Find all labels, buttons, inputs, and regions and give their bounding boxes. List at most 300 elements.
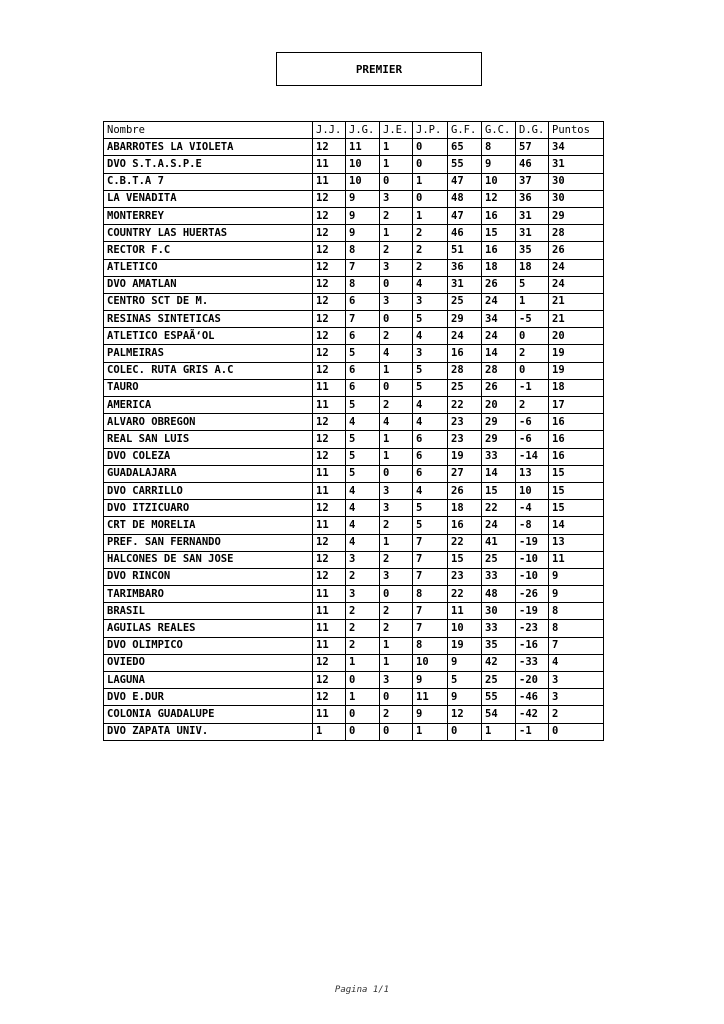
stat-cell: 7 <box>413 620 448 637</box>
stat-cell: 12 <box>313 242 346 259</box>
stat-cell: 12 <box>313 328 346 345</box>
stat-cell: 22 <box>448 586 482 603</box>
stat-cell: 9 <box>346 225 380 242</box>
stat-cell: 1 <box>413 173 448 190</box>
team-name-cell: DVO RINCON <box>104 568 313 585</box>
stat-cell: 9 <box>448 654 482 671</box>
stat-cell: 11 <box>313 637 346 654</box>
stat-cell: 10 <box>448 620 482 637</box>
stat-cell: 5 <box>413 311 448 328</box>
stat-cell: 29 <box>549 207 604 224</box>
table-row <box>104 654 604 671</box>
stat-cell: 4 <box>413 482 448 499</box>
stat-cell: 36 <box>516 190 549 207</box>
stat-cell: 8 <box>549 603 604 620</box>
stat-cell: 18 <box>482 259 516 276</box>
stat-cell: 1 <box>413 723 448 740</box>
column-header: Nombre <box>104 122 313 139</box>
team-name-cell: HALCONES DE SAN JOSE <box>104 551 313 568</box>
stat-cell: 31 <box>549 156 604 173</box>
stat-cell: 46 <box>448 225 482 242</box>
stat-cell: 8 <box>346 242 380 259</box>
stat-cell: 3 <box>380 259 413 276</box>
stat-cell: 6 <box>413 448 448 465</box>
table-row <box>104 431 604 448</box>
stat-cell: 2 <box>516 345 549 362</box>
stat-cell: 15 <box>482 225 516 242</box>
stat-cell: 3 <box>413 293 448 310</box>
team-name-cell: AGUILAS REALES <box>104 620 313 637</box>
table-row <box>104 482 604 499</box>
table-row <box>104 414 604 431</box>
team-name-cell: DVO ZAPATA UNIV. <box>104 723 313 740</box>
stat-cell: 4 <box>346 534 380 551</box>
stat-cell: 19 <box>448 637 482 654</box>
stat-cell: 6 <box>346 293 380 310</box>
team-name-cell: TARIMBARO <box>104 586 313 603</box>
stat-cell: 26 <box>482 379 516 396</box>
stat-cell: 20 <box>482 397 516 414</box>
stat-cell: 3 <box>380 672 413 689</box>
stat-cell: 29 <box>482 414 516 431</box>
team-name-cell: DVO OLIMPICO <box>104 637 313 654</box>
table-row <box>104 345 604 362</box>
stat-cell: 30 <box>549 173 604 190</box>
stat-cell: 8 <box>413 586 448 603</box>
stat-cell: 2 <box>549 706 604 723</box>
team-name-cell: OVIEDO <box>104 654 313 671</box>
stat-cell: 48 <box>448 190 482 207</box>
stat-cell: 12 <box>313 672 346 689</box>
table-body <box>104 139 604 741</box>
stat-cell: 8 <box>549 620 604 637</box>
stat-cell: 0 <box>413 139 448 156</box>
stat-cell: 4 <box>346 500 380 517</box>
stat-cell: -19 <box>516 534 549 551</box>
stat-cell: 54 <box>482 706 516 723</box>
stat-cell: 12 <box>313 689 346 706</box>
column-header: G.C. <box>482 122 516 139</box>
stat-cell: 2 <box>380 603 413 620</box>
table-row <box>104 534 604 551</box>
stat-cell: 15 <box>549 482 604 499</box>
stat-cell: 13 <box>516 465 549 482</box>
team-name-cell: RECTOR F.C <box>104 242 313 259</box>
stat-cell: 12 <box>313 139 346 156</box>
stat-cell: 23 <box>448 431 482 448</box>
stat-cell: 21 <box>549 293 604 310</box>
stat-cell: -46 <box>516 689 549 706</box>
stat-cell: 2 <box>413 225 448 242</box>
team-name-cell: PREF. SAN FERNANDO <box>104 534 313 551</box>
stat-cell: 10 <box>413 654 448 671</box>
stat-cell: -16 <box>516 637 549 654</box>
stat-cell: 4 <box>346 414 380 431</box>
stat-cell: 9 <box>413 706 448 723</box>
stat-cell: 17 <box>549 397 604 414</box>
stat-cell: -14 <box>516 448 549 465</box>
stat-cell: 0 <box>380 379 413 396</box>
stat-cell: 0 <box>380 586 413 603</box>
table-row <box>104 190 604 207</box>
column-header: J.E. <box>380 122 413 139</box>
team-name-cell: DVO AMATLAN <box>104 276 313 293</box>
stat-cell: -1 <box>516 379 549 396</box>
stat-cell: 12 <box>482 190 516 207</box>
stat-cell: -26 <box>516 586 549 603</box>
stat-cell: 47 <box>448 207 482 224</box>
stat-cell: 55 <box>448 156 482 173</box>
stat-cell: 0 <box>346 706 380 723</box>
stat-cell: 29 <box>448 311 482 328</box>
team-name-cell: CENTRO SCT DE M. <box>104 293 313 310</box>
stat-cell: 1 <box>346 654 380 671</box>
stat-cell: 6 <box>346 328 380 345</box>
stat-cell: 24 <box>482 293 516 310</box>
team-name-cell: ABARROTES LA VIOLETA <box>104 139 313 156</box>
stat-cell: 0 <box>413 190 448 207</box>
stat-cell: 12 <box>313 414 346 431</box>
table-row <box>104 637 604 654</box>
table-row <box>104 397 604 414</box>
stat-cell: 16 <box>482 207 516 224</box>
stat-cell: 22 <box>482 500 516 517</box>
stat-cell: 5 <box>346 431 380 448</box>
stat-cell: 12 <box>313 345 346 362</box>
stat-cell: 35 <box>516 242 549 259</box>
stat-cell: 12 <box>313 534 346 551</box>
column-header: G.F. <box>448 122 482 139</box>
stat-cell: 1 <box>313 723 346 740</box>
stat-cell: 12 <box>448 706 482 723</box>
stat-cell: 12 <box>313 500 346 517</box>
stat-cell: 4 <box>413 397 448 414</box>
stat-cell: 2 <box>413 242 448 259</box>
stat-cell: 5 <box>448 672 482 689</box>
team-name-cell: DVO S.T.A.S.P.E <box>104 156 313 173</box>
stat-cell: 2 <box>380 706 413 723</box>
stat-cell: 9 <box>413 672 448 689</box>
stat-cell: 15 <box>549 500 604 517</box>
stat-cell: 2 <box>346 637 380 654</box>
stat-cell: 4 <box>380 414 413 431</box>
stat-cell: -6 <box>516 431 549 448</box>
stat-cell: 3 <box>549 689 604 706</box>
team-name-cell: PALMEIRAS <box>104 345 313 362</box>
stat-cell: 5 <box>346 397 380 414</box>
stat-cell: 11 <box>313 482 346 499</box>
stat-cell: -42 <box>516 706 549 723</box>
stat-cell: 24 <box>549 259 604 276</box>
stat-cell: 19 <box>549 362 604 379</box>
stat-cell: 12 <box>313 551 346 568</box>
table-row <box>104 448 604 465</box>
table-row <box>104 207 604 224</box>
team-name-cell: MONTERREY <box>104 207 313 224</box>
stat-cell: 28 <box>549 225 604 242</box>
stat-cell: 1 <box>380 362 413 379</box>
column-header: D.G. <box>516 122 549 139</box>
stat-cell: 25 <box>448 293 482 310</box>
stat-cell: 4 <box>346 482 380 499</box>
stat-cell: 9 <box>549 568 604 585</box>
stat-cell: 11 <box>346 139 380 156</box>
stat-cell: 3 <box>413 345 448 362</box>
table-row <box>104 259 604 276</box>
stat-cell: 30 <box>549 190 604 207</box>
team-name-cell: REAL SAN LUIS <box>104 431 313 448</box>
team-name-cell: COLONIA GUADALUPE <box>104 706 313 723</box>
stat-cell: 23 <box>448 568 482 585</box>
stat-cell: 42 <box>482 654 516 671</box>
stat-cell: 16 <box>549 431 604 448</box>
stat-cell: 25 <box>482 551 516 568</box>
table-row <box>104 276 604 293</box>
stat-cell: 34 <box>482 311 516 328</box>
table-row <box>104 362 604 379</box>
stat-cell: 15 <box>448 551 482 568</box>
stat-cell: 11 <box>313 173 346 190</box>
stat-cell: 18 <box>516 259 549 276</box>
stat-cell: 65 <box>448 139 482 156</box>
stat-cell: 1 <box>380 654 413 671</box>
stat-cell: 12 <box>313 448 346 465</box>
stat-cell: 31 <box>516 225 549 242</box>
stat-cell: 11 <box>313 465 346 482</box>
stat-cell: 4 <box>413 276 448 293</box>
stat-cell: 0 <box>516 328 549 345</box>
table-row <box>104 551 604 568</box>
stat-cell: 7 <box>346 311 380 328</box>
stat-cell: 11 <box>313 706 346 723</box>
table-header-row <box>104 122 604 139</box>
stat-cell: 24 <box>448 328 482 345</box>
stat-cell: 15 <box>549 465 604 482</box>
stat-cell: 7 <box>549 637 604 654</box>
stat-cell: 55 <box>482 689 516 706</box>
stat-cell: 8 <box>346 276 380 293</box>
stat-cell: -10 <box>516 568 549 585</box>
stat-cell: 0 <box>448 723 482 740</box>
stat-cell: 1 <box>380 637 413 654</box>
stat-cell: 1 <box>380 534 413 551</box>
stat-cell: 5 <box>516 276 549 293</box>
stat-cell: 0 <box>380 311 413 328</box>
stat-cell: 19 <box>549 345 604 362</box>
stat-cell: -4 <box>516 500 549 517</box>
stat-cell: 12 <box>313 207 346 224</box>
table-row <box>104 465 604 482</box>
stat-cell: 19 <box>448 448 482 465</box>
stat-cell: 7 <box>346 259 380 276</box>
stat-cell: 12 <box>313 293 346 310</box>
stat-cell: 4 <box>413 414 448 431</box>
team-name-cell: DVO CARRILLO <box>104 482 313 499</box>
stat-cell: 6 <box>346 379 380 396</box>
stat-cell: 4 <box>380 345 413 362</box>
stat-cell: 31 <box>448 276 482 293</box>
stat-cell: 24 <box>482 517 516 534</box>
stat-cell: 0 <box>380 465 413 482</box>
stat-cell: -8 <box>516 517 549 534</box>
stat-cell: 5 <box>346 345 380 362</box>
stat-cell: 11 <box>448 603 482 620</box>
page-title: PREMIER <box>276 52 482 86</box>
stat-cell: 6 <box>346 362 380 379</box>
stat-cell: 3 <box>346 586 380 603</box>
team-name-cell: BRASIL <box>104 603 313 620</box>
stat-cell: 9 <box>448 689 482 706</box>
stat-cell: 12 <box>313 259 346 276</box>
stat-cell: 24 <box>482 328 516 345</box>
team-name-cell: DVO E.DUR <box>104 689 313 706</box>
stat-cell: 12 <box>313 276 346 293</box>
stat-cell: 11 <box>313 397 346 414</box>
team-name-cell: LAGUNA <box>104 672 313 689</box>
stat-cell: -23 <box>516 620 549 637</box>
stat-cell: 4 <box>413 328 448 345</box>
stat-cell: 11 <box>313 586 346 603</box>
stat-cell: 10 <box>346 173 380 190</box>
stat-cell: 5 <box>413 500 448 517</box>
stat-cell: 5 <box>413 362 448 379</box>
stat-cell: 2 <box>380 397 413 414</box>
stat-cell: 3 <box>380 482 413 499</box>
table-row <box>104 568 604 585</box>
table-row <box>104 586 604 603</box>
stat-cell: 12 <box>313 568 346 585</box>
team-name-cell: DVO COLEZA <box>104 448 313 465</box>
stat-cell: 16 <box>448 517 482 534</box>
table-row <box>104 139 604 156</box>
stat-cell: 41 <box>482 534 516 551</box>
stat-cell: 23 <box>448 414 482 431</box>
stat-cell: 7 <box>413 568 448 585</box>
stat-cell: 2 <box>380 207 413 224</box>
stat-cell: -20 <box>516 672 549 689</box>
stat-cell: 11 <box>413 689 448 706</box>
team-name-cell: ATLETICO <box>104 259 313 276</box>
stat-cell: 25 <box>482 672 516 689</box>
stat-cell: 21 <box>549 311 604 328</box>
stat-cell: 8 <box>413 637 448 654</box>
stat-cell: 2 <box>346 620 380 637</box>
stat-cell: 0 <box>380 173 413 190</box>
stat-cell: 31 <box>516 207 549 224</box>
table-row <box>104 328 604 345</box>
stat-cell: 5 <box>413 517 448 534</box>
stat-cell: 11 <box>313 603 346 620</box>
stat-cell: 57 <box>516 139 549 156</box>
team-name-cell: AMERICA <box>104 397 313 414</box>
stat-cell: 2 <box>413 259 448 276</box>
stat-cell: 14 <box>482 345 516 362</box>
team-name-cell: C.B.T.A 7 <box>104 173 313 190</box>
stat-cell: 11 <box>313 620 346 637</box>
stat-cell: -5 <box>516 311 549 328</box>
stat-cell: 3 <box>380 293 413 310</box>
stat-cell: 28 <box>448 362 482 379</box>
stat-cell: 22 <box>448 397 482 414</box>
table-row <box>104 500 604 517</box>
table-row <box>104 311 604 328</box>
stat-cell: 11 <box>313 517 346 534</box>
team-name-cell: COLEC. RUTA GRIS A.C <box>104 362 313 379</box>
stat-cell: 3 <box>380 568 413 585</box>
stat-cell: 27 <box>448 465 482 482</box>
stat-cell: 16 <box>549 448 604 465</box>
stat-cell: 1 <box>380 225 413 242</box>
table-row <box>104 672 604 689</box>
table-row <box>104 173 604 190</box>
stat-cell: 1 <box>380 431 413 448</box>
stat-cell: 9 <box>482 156 516 173</box>
stat-cell: 7 <box>413 534 448 551</box>
table-row <box>104 723 604 740</box>
stat-cell: 3 <box>549 672 604 689</box>
stat-cell: 3 <box>380 190 413 207</box>
stat-cell: 12 <box>313 225 346 242</box>
stat-cell: 10 <box>516 482 549 499</box>
stat-cell: 3 <box>380 500 413 517</box>
stat-cell: 26 <box>549 242 604 259</box>
stat-cell: 4 <box>549 654 604 671</box>
stat-cell: 25 <box>448 379 482 396</box>
team-name-cell: DVO ITZICUARO <box>104 500 313 517</box>
stat-cell: 0 <box>549 723 604 740</box>
stat-cell: 16 <box>549 414 604 431</box>
team-name-cell: COUNTRY LAS HUERTAS <box>104 225 313 242</box>
stat-cell: 48 <box>482 586 516 603</box>
table-row <box>104 603 604 620</box>
table-row <box>104 225 604 242</box>
stat-cell: 3 <box>346 551 380 568</box>
stat-cell: 2 <box>380 620 413 637</box>
table-row <box>104 689 604 706</box>
stat-cell: 35 <box>482 637 516 654</box>
stat-cell: 12 <box>313 311 346 328</box>
column-header: J.J. <box>313 122 346 139</box>
stat-cell: 30 <box>482 603 516 620</box>
stat-cell: 0 <box>346 672 380 689</box>
stat-cell: 12 <box>313 654 346 671</box>
stat-cell: 2 <box>516 397 549 414</box>
stat-cell: -19 <box>516 603 549 620</box>
table-row <box>104 706 604 723</box>
stat-cell: 6 <box>413 465 448 482</box>
stat-cell: 22 <box>448 534 482 551</box>
team-name-cell: RESINAS SINTETICAS <box>104 311 313 328</box>
stat-cell: 11 <box>549 551 604 568</box>
stat-cell: 9 <box>549 586 604 603</box>
stat-cell: 1 <box>516 293 549 310</box>
stat-cell: 28 <box>482 362 516 379</box>
stat-cell: 29 <box>482 431 516 448</box>
stat-cell: -6 <box>516 414 549 431</box>
stat-cell: 0 <box>516 362 549 379</box>
stat-cell: -10 <box>516 551 549 568</box>
stat-cell: 2 <box>346 568 380 585</box>
table-row <box>104 293 604 310</box>
stat-cell: 11 <box>313 156 346 173</box>
stat-cell: 11 <box>313 379 346 396</box>
stat-cell: 6 <box>413 431 448 448</box>
stat-cell: 4 <box>346 517 380 534</box>
stat-cell: 47 <box>448 173 482 190</box>
stat-cell: 16 <box>448 345 482 362</box>
stat-cell: 2 <box>380 551 413 568</box>
stat-cell: 2 <box>380 517 413 534</box>
